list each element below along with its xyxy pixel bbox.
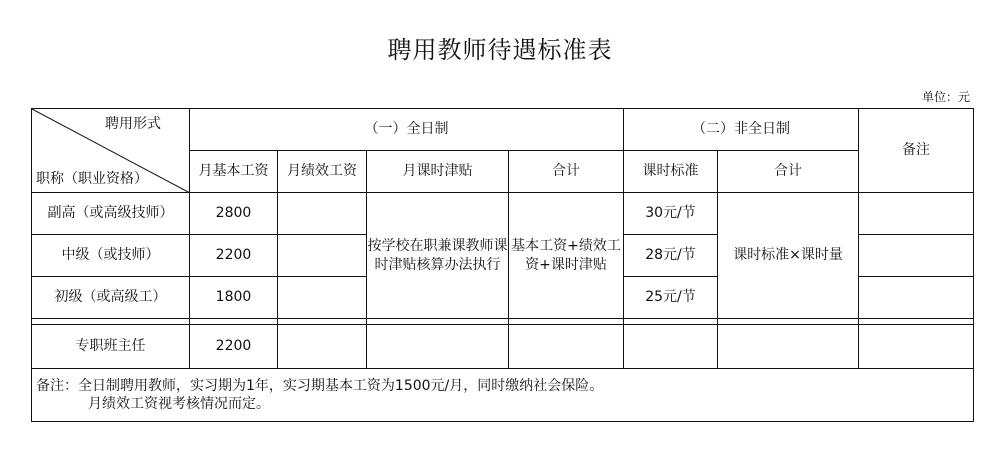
- row-performance-salary: [278, 325, 367, 369]
- row-performance-salary: [278, 235, 367, 277]
- row-base-salary: 1800: [190, 277, 278, 319]
- merged-total-part-time-cell: 课时标准×课时量: [718, 193, 859, 319]
- table-row: [32, 325, 974, 369]
- diagonal-header-cell: [32, 109, 190, 193]
- note-row: [32, 369, 974, 422]
- table-row: [32, 193, 974, 235]
- note-cell: [32, 369, 974, 422]
- row-remark: [859, 277, 974, 319]
- col-class-rate: 课时标准: [624, 151, 718, 193]
- row-base-salary: 2200: [190, 325, 278, 369]
- header-employment-form: 聘用形式: [105, 116, 161, 132]
- row-title: 副高（或高级技师）: [32, 193, 190, 235]
- col-class-allowance: 月课时津贴: [367, 151, 509, 193]
- row-total-part-time: [718, 325, 859, 369]
- merged-allowance-cell: 按学校在职兼课教师课时津贴核算办法执行: [367, 193, 509, 319]
- row-remark: [859, 325, 974, 369]
- row-title: 初级（或高级工）: [32, 277, 190, 319]
- salary-table: [31, 108, 974, 422]
- header-full-time: （一）全日制: [190, 109, 624, 151]
- col-base-salary: 月基本工资: [190, 151, 278, 193]
- header-job-title: 职称（职业资格）: [36, 170, 148, 187]
- row-performance-salary: [278, 277, 367, 319]
- row-class-rate: 30元/节: [624, 193, 718, 235]
- row-performance-salary: [278, 193, 367, 235]
- unit-label: 单位：元: [921, 90, 970, 104]
- row-class-allowance: [367, 325, 509, 369]
- row-base-salary: 2800: [190, 193, 278, 235]
- row-total: [509, 325, 624, 369]
- header-part-time: （二）非全日制: [624, 109, 859, 151]
- note-line-2: 月绩效工资视考核情况而定。: [88, 396, 270, 413]
- row-remark: [859, 235, 974, 277]
- row-title: 专职班主任: [32, 325, 190, 369]
- row-class-rate: 25元/节: [624, 277, 718, 319]
- page-title: 聘用教师待遇标准表: [387, 36, 613, 64]
- note-line-1: 备注：全日制聘用教师，实习期为1年，实习期基本工资为1500元/月，同时缴纳社会保险。: [36, 378, 604, 394]
- row-remark: [859, 193, 974, 235]
- row-class-rate: [624, 325, 718, 369]
- header-remark: 备注: [859, 109, 974, 193]
- row-base-salary: 2200: [190, 235, 278, 277]
- row-title: 中级（或技师）: [32, 235, 190, 277]
- col-total-part-time: 合计: [718, 151, 859, 193]
- col-total: 合计: [509, 151, 624, 193]
- merged-total-cell: 基本工资+绩效工资+课时津贴: [509, 193, 624, 319]
- row-class-rate: 28元/节: [624, 235, 718, 277]
- col-performance-salary: 月绩效工资: [278, 151, 367, 193]
